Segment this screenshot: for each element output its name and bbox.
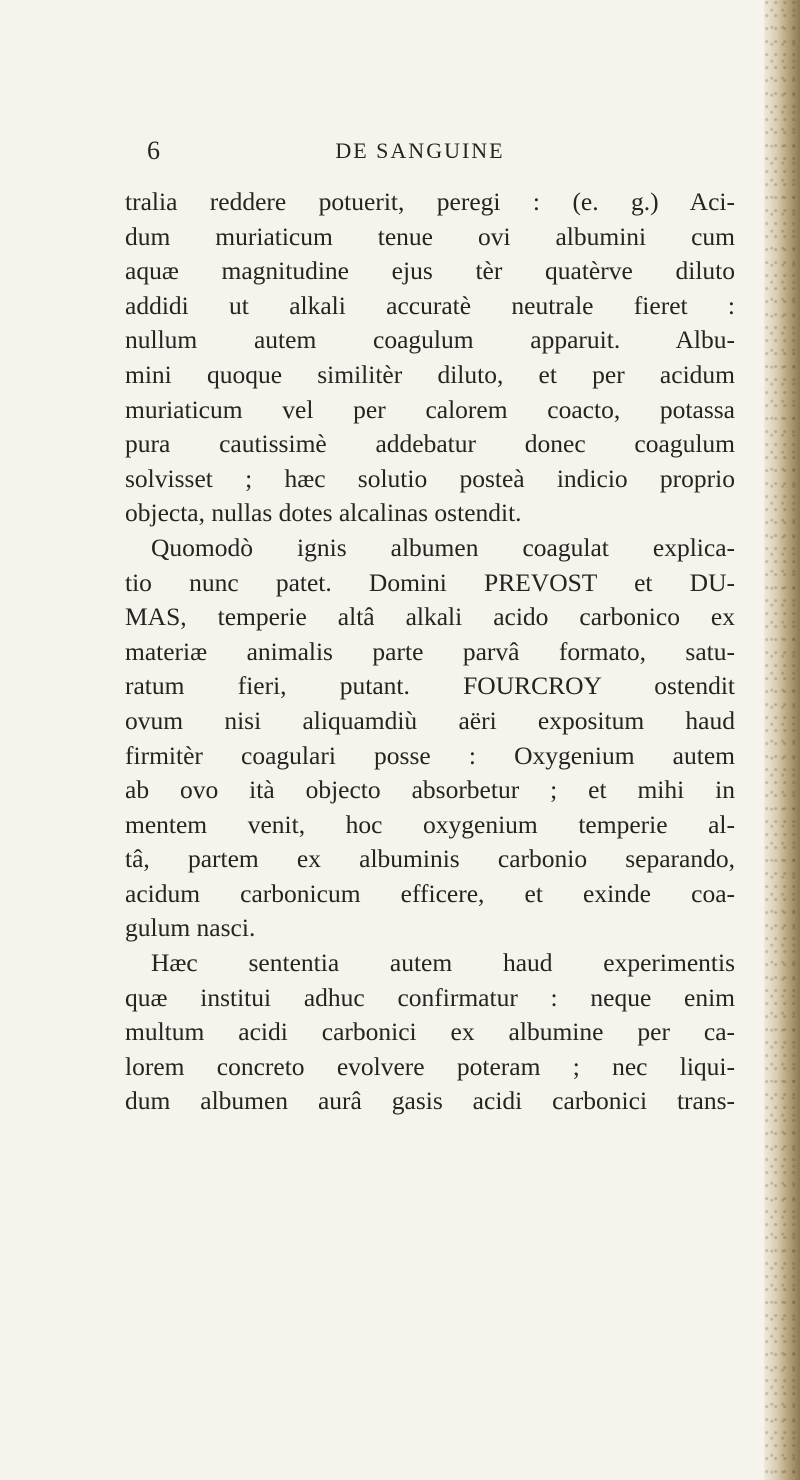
- text-line: objecta, nullas dotes alcalinas ostendit.: [125, 498, 522, 528]
- text-line: pura cautissimè addebatur donec coagulum: [125, 429, 735, 459]
- text-line: dum muriaticum tenue ovi albumini cum: [125, 221, 735, 251]
- text-line: dum albumen aurâ gasis acidi carbonici trans-: [125, 1086, 735, 1116]
- text-line: aquæ magnitudine ejus tèr quatèrve diluto: [125, 256, 735, 286]
- text-line: gulum nasci.: [125, 913, 256, 943]
- text-line: ovum nisi aliquamdiù aëri expositum haud: [125, 705, 735, 735]
- text-line: mini quoque similitèr diluto, et per acidum: [125, 359, 735, 389]
- page-number: 6: [147, 136, 160, 165]
- text-line: nullum autem coagulum apparuit. Albu-: [125, 325, 735, 355]
- text-line: lorem concreto evolvere poteram ; nec liqui-: [125, 1051, 735, 1081]
- text-line: tralia reddere potuerit, peregi : (e. g.) Aci-: [125, 187, 735, 216]
- text-line: Hæc sententia autem haud experimentis: [151, 948, 735, 978]
- text-line: addidi ut alkali accuratè neutrale fieret :: [125, 290, 735, 320]
- running-title: DE SANGUINE: [335, 138, 505, 163]
- text-line: MAS, temperie altâ alkali acido carbonico ex: [125, 602, 735, 632]
- text-line: quæ institui adhuc confirmatur : neque enim: [125, 982, 735, 1012]
- text-line: solvisset ; hæc solutio posteà indicio proprio: [125, 463, 735, 493]
- text-line: mentem venit, hoc oxygenium temperie al-: [125, 809, 735, 839]
- page-header: [125, 136, 715, 166]
- text-line: multum acidi carbonici ex albumine per ca-: [125, 1017, 735, 1047]
- body-text: [125, 185, 735, 1119]
- text-line: ab ovo ità objecto absorbetur ; et mihi in: [125, 775, 735, 805]
- text-line: ratum fieri, putant. FOURCROY ostendit: [125, 671, 735, 701]
- page-edge-texture: [764, 0, 800, 1480]
- text-line: tio nunc patet. Domini PREVOST et DU-: [125, 567, 735, 597]
- text-line: Quomodò ignis albumen coagulat explica-: [151, 532, 735, 562]
- text-line: firmitèr coagulari posse : Oxygenium autem: [125, 740, 735, 770]
- text-line: materiæ animalis parte parvâ formato, satu-: [125, 636, 735, 666]
- text-line: muriaticum vel per calorem coacto, potassa: [125, 394, 735, 424]
- text-line: tâ, partem ex albuminis carbonio separando,: [125, 844, 735, 874]
- text-line: acidum carbonicum efficere, et exinde coa-: [125, 878, 735, 908]
